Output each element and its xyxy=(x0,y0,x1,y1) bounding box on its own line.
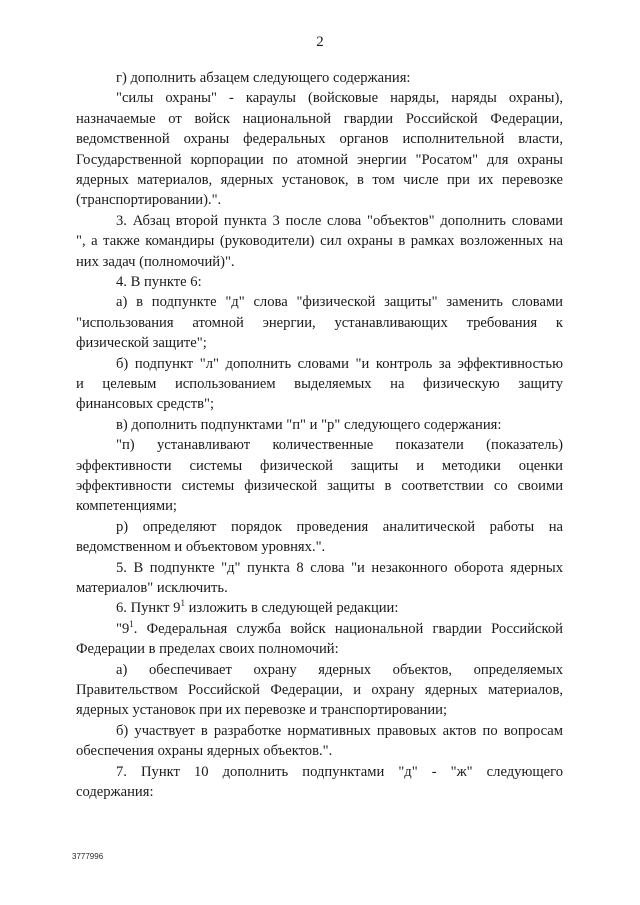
text-line: ведомственной охраны федеральных органов исполнительной власти, xyxy=(76,131,563,148)
text-line xyxy=(116,599,563,618)
text-line: р) определяют порядок проведения аналитической работы на xyxy=(116,518,563,535)
text-line: ", а также командиры (руководители) сил охраны в рамках возложенных на xyxy=(76,233,563,250)
text-fragment: 6. Пункт 9 xyxy=(116,600,181,617)
text-line: 7. Пункт 10 дополнить подпунктами "д" - "ж" следующего xyxy=(116,763,563,780)
text-line: обеспечения охраны ядерных объектов.". xyxy=(76,743,333,760)
text-line: (транспортировании).". xyxy=(76,192,222,209)
text-line: в) дополнить подпунктами "п" и "р" следующего содержания: xyxy=(116,416,502,433)
text-fragment: изложить в следующей редакции: xyxy=(184,600,399,617)
text-fragment: . Федеральная служба войск национальной гвардии Российской xyxy=(133,620,563,637)
text-line: финансовых средств"; xyxy=(76,396,215,413)
text-line: Правительством Российской Федерации, и охрану ядерных материалов, xyxy=(76,682,563,698)
text-line: "п) устанавливают количественные показатели (показатель) xyxy=(116,437,563,454)
text-line: эффективности системы физической защиты в соответствии со своими xyxy=(76,478,563,494)
page-number: 2 xyxy=(316,34,324,50)
text-line: Федерации в пределах своих полномочий: xyxy=(76,641,339,658)
text-line: "использования атомной энергии, устанавливающих требования к xyxy=(76,314,563,331)
text-line: и целевым использованием выделяемых на физическую защиту xyxy=(76,376,563,392)
text-line: содержания: xyxy=(76,784,154,800)
document-code: 3777996 xyxy=(72,852,104,861)
text-fragment: "9 xyxy=(116,620,130,637)
text-line: 4. В пункте 6: xyxy=(116,274,202,290)
text-line: 3. Абзац второй пункта 3 после слова "объектов" дополнить словами xyxy=(116,212,563,229)
text-line: эффективности системы физической защиты и методики оценки xyxy=(76,457,563,474)
superscript: 1 xyxy=(129,618,134,629)
text-line: Государственной корпорации по атомной энергии "Росатом" для охраны xyxy=(76,151,563,168)
superscript: 1 xyxy=(180,598,185,609)
text-line: а) обеспечивает охрану ядерных объектов, определяемых xyxy=(116,661,563,678)
text-line: 5. В подпункте "д" пункта 8 слова "и незаконного оборота ядерных xyxy=(116,559,563,576)
text-line: б) участвует в разработке нормативных правовых актов по вопросам xyxy=(116,722,563,739)
text-line: "силы охраны" - караулы (войсковые наряды, наряды охраны), xyxy=(116,90,563,107)
text-line: материалов" исключить. xyxy=(76,580,228,596)
text-line: г) дополнить абзацем следующего содержания: xyxy=(116,70,411,86)
text-line: ядерных установок при их перевозке и транспортировании; xyxy=(76,702,448,719)
text-line: назначаемые от войск национальной гвардии Российской Федерации, xyxy=(76,110,563,127)
text-line: а) в подпункте "д" слова "физической защиты" заменить словами xyxy=(116,294,563,311)
text-line: ядерных материалов, ядерных установок, в том числе при их перевозке xyxy=(76,172,563,188)
text-line: них задач (полномочий)". xyxy=(76,253,235,270)
text-line: б) подпункт "л" дополнить словами "и контроль за эффективностью xyxy=(116,355,563,372)
text-line: физической защите"; xyxy=(76,335,207,352)
text-line: ведомственном и объектовом уровнях.". xyxy=(76,539,326,556)
text-line xyxy=(116,620,563,639)
text-line: компетенциями; xyxy=(76,498,177,515)
